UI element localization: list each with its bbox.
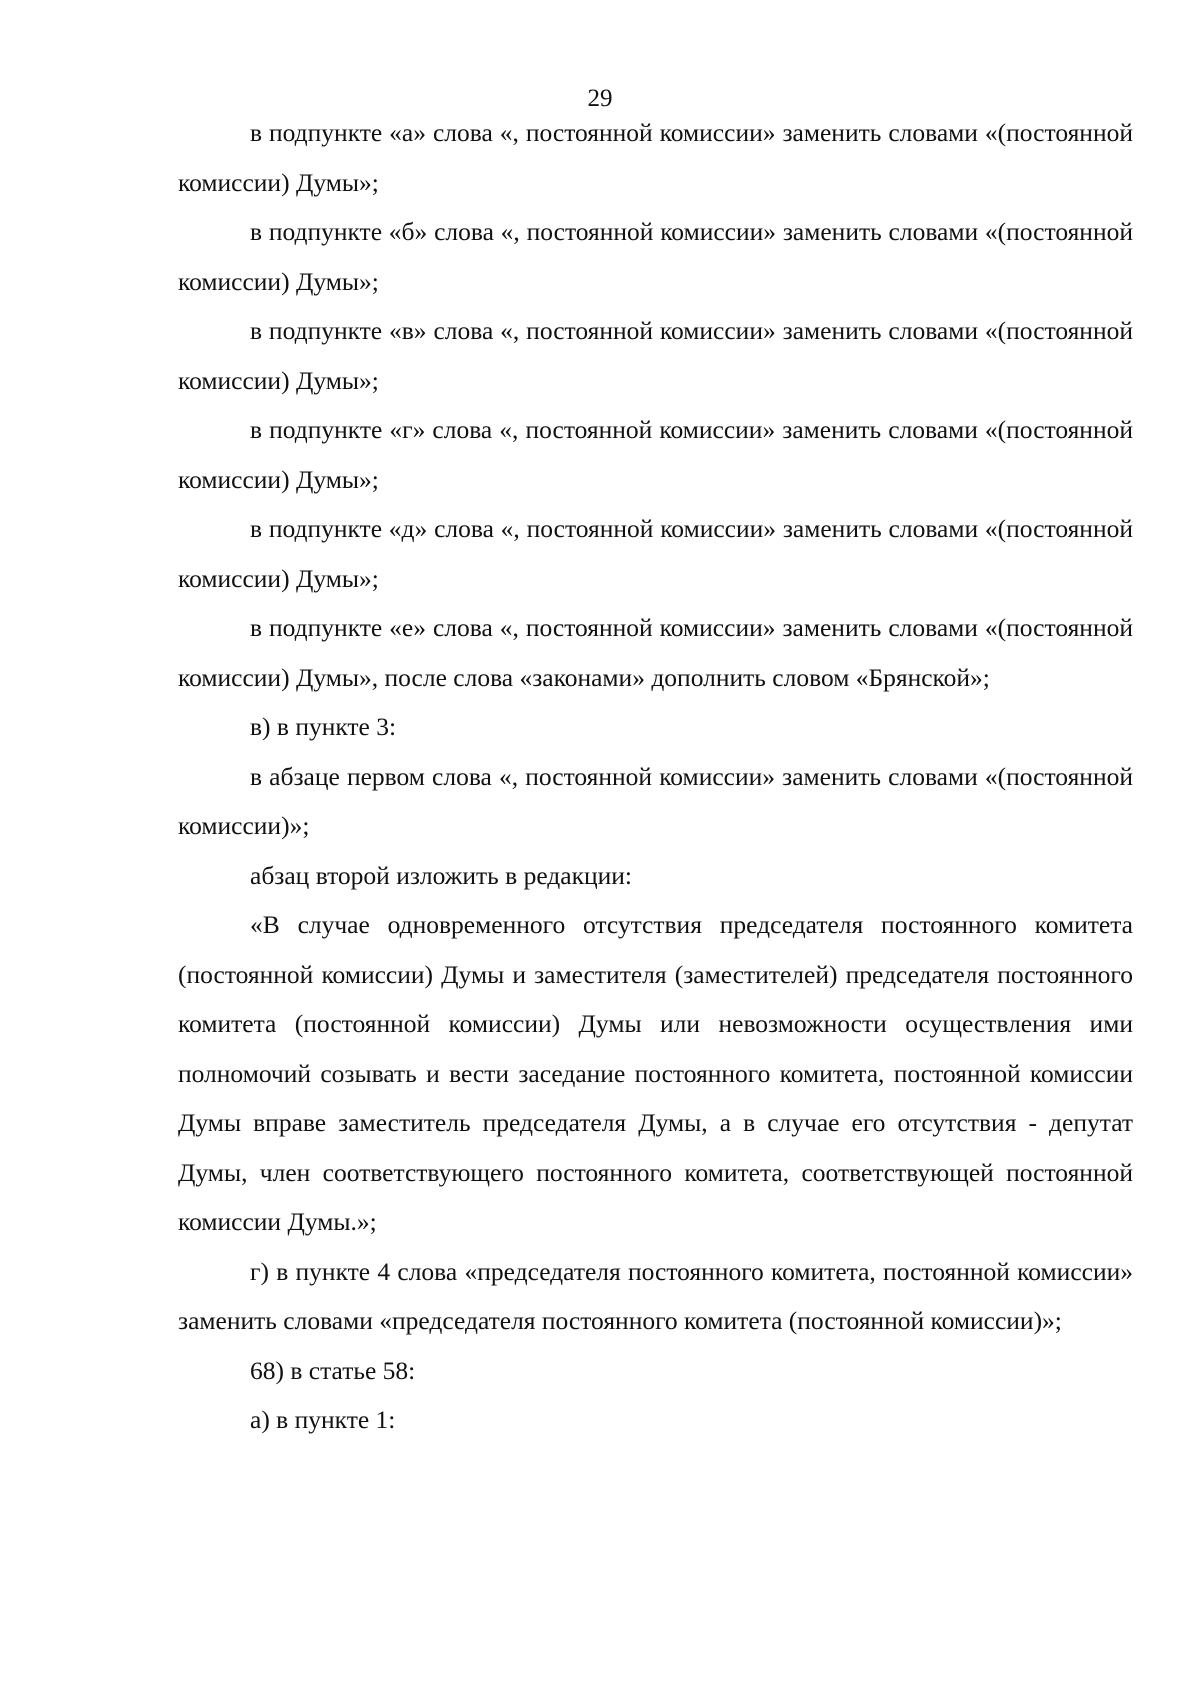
paragraph: в) в пункте 3: xyxy=(250,712,397,741)
paragraph: «В случае одновременного отсутствия председателя постоянного комитета (постоянной комиссии) Думы и заместителя (заместителей) председателя постоянного комитета (постоянной комиссии) Думы или невозможности осуществления ими полномочий созывать и вести заседание постоянного комитета, постоянной комиссии Думы вправе заместитель председателя Думы, а в случае его отсутствия - депутат Думы, член соответствующего постоянного комитета, соответствующей постоянной комиссии Думы.»; xyxy=(178,910,1133,1236)
paragraph: в подпункте «д» слова «, постоянной комиссии» заменить словами «(постоянной комиссии) Думы»; xyxy=(178,514,1133,593)
paragraph: в подпункте «б» слова «, постоянной комиссии» заменить словами «(постоянной комиссии) Думы»; xyxy=(178,217,1133,296)
document-body xyxy=(178,108,1133,1445)
paragraph: в подпункте «г» слова «, постоянной комиссии» заменить словами «(постоянной комиссии) Думы»; xyxy=(178,415,1133,494)
paragraph: а) в пункте 1: xyxy=(250,1405,396,1434)
paragraph: в подпункте «а» слова «, постоянной комиссии» заменить словами «(постоянной комиссии) Думы»; xyxy=(178,118,1133,197)
paragraph: 68) в статье 58: xyxy=(250,1355,416,1385)
paragraph: в подпункте «в» слова «, постоянной комиссии» заменить словами «(постоянной комиссии) Думы»; xyxy=(178,316,1133,395)
paragraph: в абзаце первом слова «, постоянной комиссии» заменить словами «(постоянной комиссии)»; xyxy=(178,761,1133,840)
paragraph: абзац второй изложить в редакции: xyxy=(250,860,633,890)
paragraph: в подпункте «е» слова «, постоянной комиссии» заменить словами «(постоянной комиссии) Думы», после слова «законами» дополнить словом «Брянской»; xyxy=(178,613,1133,692)
page-number: 29 xyxy=(587,85,613,112)
paragraph: г) в пункте 4 слова «председателя постоянного комитета, постоянной комиссии» заменить словами «председателя постоянного комитета (постоянной комиссии)»; xyxy=(178,1256,1133,1335)
